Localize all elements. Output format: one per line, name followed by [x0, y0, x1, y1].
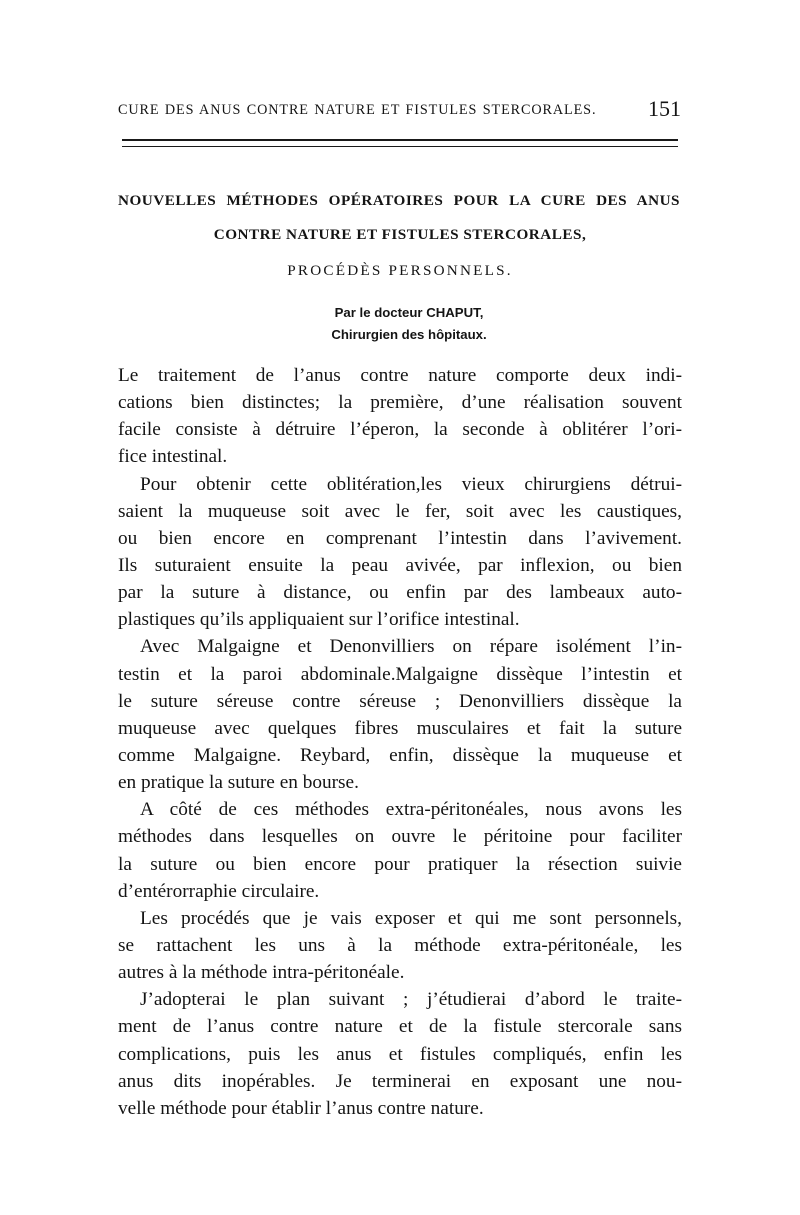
header-rule-thick — [122, 139, 678, 141]
body-line: se rattachent les uns à la méthode extra-péritonéale, les — [118, 934, 682, 956]
body-line: J’adopterai le plan suivant ; j’étudierai d’abord le traite- — [140, 989, 682, 1011]
body-line: muqueuse avec quelques fibres musculaires et fait la suture — [118, 717, 682, 739]
body-line: velle méthode pour établir l’anus contre nature. — [118, 1097, 484, 1119]
body-line: le suture séreuse contre séreuse ; Denonvilliers dissèque la — [118, 690, 682, 712]
article-title-line-2: CONTRE NATURE ET FISTULES STERCORALES, — [213, 226, 587, 243]
body-line: plastiques qu’ils appliquaient sur l’orifice intestinal. — [118, 609, 520, 631]
body-line: d’entérorraphie circulaire. — [118, 880, 320, 902]
author-byline: Par le docteur CHAPUT, — [334, 305, 484, 320]
body-line: la suture ou bien encore pour pratiquer la résection suivie — [118, 853, 682, 875]
body-line: testin et la paroi abdominale.Malgaigne dissèque l’intestin et — [118, 663, 682, 685]
body-line: par la suture à distance, ou enfin par des lambeaux auto- — [118, 582, 682, 604]
page-number: 151 — [648, 96, 681, 121]
body-line: saient la muqueuse soit avec le fer, soit avec les caustiques, — [118, 500, 682, 522]
article-title-line-1: NOUVELLES MÉTHODES OPÉRATOIRES POUR LA CURE DES ANUS — [118, 192, 680, 209]
body-line: Les procédés que je vais exposer et qui me sont personnels, — [140, 907, 682, 929]
body-line: Pour obtenir cette oblitération,les vieux chirurgiens détrui- — [140, 473, 682, 495]
body-line: A côté de ces méthodes extra-péritonéales, nous avons les — [140, 799, 682, 821]
body-line: fice intestinal. — [118, 446, 228, 468]
running-header — [118, 98, 681, 128]
body-line: Avec Malgaigne et Denonvilliers on répare isolément l’in- — [140, 636, 682, 658]
body-line: ment de l’anus contre nature et de la fistule stercorale sans — [118, 1016, 682, 1038]
body-line: anus dits inopérables. Je terminerai en exposant une nou- — [118, 1070, 682, 1092]
running-title: CURE DES ANUS CONTRE NATURE ET FISTULES STERCORALES. — [118, 102, 597, 118]
body-text — [118, 362, 682, 1122]
body-line: Ils suturaient ensuite la peau avivée, par inflexion, ou bien — [118, 554, 682, 576]
body-line: méthodes dans lesquelles on ouvre le péritoine pour faciliter — [118, 826, 682, 848]
body-line: autres à la méthode intra-péritonéale. — [118, 962, 405, 984]
body-line: cations bien distinctes; la première, d’une réalisation souvent — [118, 392, 682, 414]
body-line: ou bien encore en comprenant l’intestin dans l’avivement. — [118, 527, 682, 549]
body-line: comme Malgaigne. Reybard, enfin, dissèque la muqueuse et — [118, 744, 682, 766]
article-subtitle: PROCÉDÈS PERSONNELS. — [287, 262, 513, 279]
body-line: Le traitement de l’anus contre nature comporte deux indi- — [118, 365, 682, 386]
body-line: facile consiste à détruire l’éperon, la seconde à oblitérer l’ori- — [118, 419, 682, 441]
body-line: complications, puis les anus et fistules compliqués, enfin les — [118, 1043, 682, 1065]
author-affiliation: Chirurgien des hôpitaux. — [331, 327, 487, 342]
header-rule-thin — [122, 146, 678, 147]
body-line: en pratique la suture en bourse. — [118, 772, 359, 794]
